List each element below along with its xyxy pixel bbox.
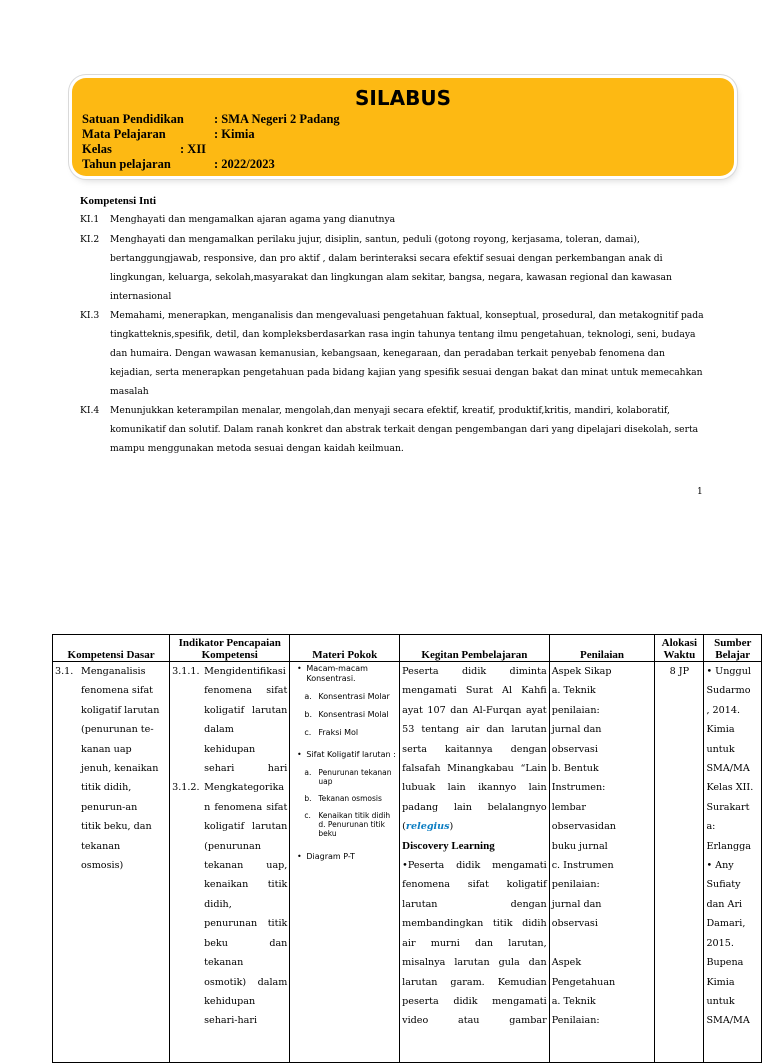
text-line: kanan uap (81, 743, 132, 755)
cell-kegiatan (400, 662, 550, 1063)
header-indikator: Indikator Pencapaian Kompetensi (170, 635, 290, 662)
ki-line: dan humaira. Dengan wawasan kemanusian, kebangsaan, kenegaraan, dan peradaban terkait penyebab fenomena dan (110, 348, 665, 359)
ki-text (110, 401, 710, 458)
text-line: peserta didik mengamati (402, 995, 547, 1007)
text-line: jurnal dan (551, 724, 602, 736)
header-label: Kelas (82, 142, 112, 156)
text-line: Aspek (551, 957, 582, 969)
materi-bullet: • Diagram P-T (297, 852, 355, 861)
table-row (53, 662, 762, 1063)
text-line: video atau gambar (402, 1015, 547, 1027)
text-line: misalnya larutan gula dan (402, 957, 547, 969)
text-line: membandingkan titik didih (402, 918, 547, 930)
penilaian-text (552, 662, 653, 1031)
ipk-number: 3.1.2. (172, 782, 200, 794)
ipk-text (204, 778, 287, 1030)
text-line: ayat 107 dan Al-Furqan ayat (402, 704, 547, 716)
ki-line: komunikatif dan solutif. Dalam ranah konkret dan abstrak terkait dengan pengembangan dari yang dipelajari disekolah, serta (110, 424, 699, 435)
text-line: 2015. (706, 937, 734, 949)
text-line: a. Teknik (551, 685, 596, 697)
text-line: Aspek Sikap (551, 666, 612, 677)
text-line: b. Bentuk (551, 763, 599, 775)
header-kegiatan: Kegitan Pembelajaran (400, 635, 550, 662)
text-line: Mengidentifikasi (204, 666, 286, 677)
text-line: observasidan (551, 821, 616, 833)
text-line: buku jurnal (551, 840, 608, 852)
text-line: •Peserta didik mengamati (402, 860, 547, 872)
kd-number: 3.1. (55, 666, 74, 677)
text-line: larutan dengan (402, 898, 547, 910)
text-line: SMA/MA (706, 1015, 750, 1027)
ki-line: lingkungan, keluarga, sekolah,masyarakat dan lingkungan alam sekitar, bangsa, negara, kawasan regional dan kawasan (110, 272, 672, 283)
text-line: fenomena sifat (204, 685, 288, 697)
text-line: (penurunan te- (81, 724, 154, 736)
materi-bullet: • Macam-macam Konsentrasi. (297, 664, 368, 683)
ki-line: Menunjukkan keterampilan menalar, mengolah,dan menyaji secara efektif, kreatif, produktif,kritis, mandiri, kolaboratif, (110, 405, 670, 416)
cell-kompetensi-dasar (53, 662, 170, 1063)
page-number: 1 (697, 487, 703, 497)
text-line: dalam (204, 724, 234, 736)
ipk-number: 3.1.1. (172, 666, 200, 677)
text-line: padang lain belalangnyo (402, 801, 547, 813)
text-line: dan Ari (706, 898, 743, 910)
ki-code: KI.3 (80, 310, 100, 321)
text-line: untuk (706, 743, 735, 755)
text-line: tekanan (81, 840, 121, 852)
text-line: Pengetahuan (551, 976, 616, 988)
text-line: Sufiaty (706, 879, 741, 891)
kegiatan-relegius: (relegius) (402, 821, 454, 833)
text-line: koligatif larutan (81, 704, 160, 716)
materi-sub: b. Tekanan osmosis (304, 794, 382, 803)
header-value: : 2022/2023 (214, 157, 275, 171)
text-line: koligatif larutan (204, 821, 288, 833)
text-line: penurunan titik (204, 918, 288, 930)
text-line: Kelas XII. (706, 782, 754, 794)
text-line: didih, (204, 898, 232, 910)
text-line: lembar (551, 801, 586, 813)
ki-text (110, 306, 710, 401)
header-alokasi: Alokasi Waktu (655, 635, 704, 662)
ki-code: KI.1 (80, 214, 100, 225)
table-header-row (53, 635, 762, 662)
materi-sub: c. Fraksi Mol (304, 728, 359, 737)
header-label: Satuan Pendidikan (82, 112, 184, 126)
header-label: Mata Pelajaran (82, 127, 166, 141)
header-penilaian: Penilaian (549, 635, 655, 662)
text-line: (penurunan (204, 840, 261, 852)
ki-code: KI.2 (80, 234, 100, 245)
text-line: Menganalisis (81, 666, 146, 677)
text-line: Kimia (706, 724, 735, 736)
text-line: Penilaian: (551, 1015, 600, 1027)
text-line: SMA/MA (706, 763, 750, 775)
text-line: mengamati Surat Al Kahfi (402, 685, 547, 697)
header-materi: Materi Pokok (290, 635, 400, 662)
text-line: kenaikan titik (204, 879, 288, 891)
kd-text (81, 662, 159, 875)
text-line: Kimia (706, 976, 735, 988)
header-box (72, 78, 734, 176)
ki-text (110, 210, 710, 229)
text-line: • Any (706, 860, 734, 872)
ki-line: Menghayati dan mengamalkan ajaran agama yang dianutnya (110, 214, 396, 225)
text-line: osmosis) (81, 860, 124, 872)
materi-sub: a. Konsentrasi Molar (304, 692, 390, 701)
text-line: a. Teknik (551, 995, 596, 1007)
ki-heading: Kompetensi Inti (80, 195, 157, 207)
text-line: air murni dan larutan, (402, 937, 547, 949)
text-line: Damari, (706, 918, 746, 930)
text-line: larutan garam. Kemudian (402, 976, 547, 988)
ki-line: Menghayati dan mengamalkan perilaku jujur, disiplin, santun, peduli (gotong royong, kerjasama, toleran, damai), (110, 234, 640, 245)
text-line: Sudarmo (706, 685, 751, 697)
header-sumber: Sumber Belajar (704, 635, 762, 662)
text-line: 53 tentang air dan larutan (402, 724, 547, 736)
text-line: falsafah Minangkabau “Lain (402, 763, 547, 775)
cell-sumber (704, 662, 762, 1063)
text-line: koligatif larutan (204, 704, 288, 716)
header-row-satuan (82, 112, 340, 127)
header-value: : XII (180, 142, 207, 156)
ki-line: mampu menggunakan metoda sesuai dengan kaidah keilmuan. (110, 443, 404, 454)
materi-sub: c. Kenaikan titik didih d. Penurunan titik beku (304, 811, 391, 838)
text-line: sehari-hari (204, 1015, 258, 1027)
text-line: c. Instrumen (551, 860, 614, 872)
text-line: observasi (551, 918, 598, 930)
kegiatan-paragraph (402, 856, 547, 1031)
text-line: penilaian: (551, 879, 600, 891)
text-line: osmotik) dalam (204, 976, 288, 988)
header-label: Tahun pelajaran (82, 157, 171, 171)
text-line: tekanan (204, 957, 244, 969)
ki-line: kejadian, serta menerapkan pengetahuan pada bidang kajian yang spesifik sesuai dengan bakat dan minat untuk memecahkan (110, 367, 703, 378)
sumber-text (706, 662, 759, 1031)
text-line: Peserta didik diminta (402, 666, 547, 677)
materi-sub: a. Penurunan tekanan uap (304, 768, 392, 786)
text-line: beku dan (204, 937, 288, 949)
ki-line: tingkatteknis,spesifik, detil, dan kompleksberdasarkan rasa ingin tahunya tentang ilmu pengetahuan, teknologi, seni, budaya (110, 329, 696, 340)
text-line: penurun-an (81, 801, 138, 813)
cell-alokasi (655, 662, 704, 1063)
text-line: fenomena sifat (81, 685, 154, 697)
ki-line: Memahami, menerapkan, menganalisis dan mengevaluasi pengetahuan faktual, konseptual, prosedural, dan metakognitif pada (110, 310, 704, 321)
text-line: untuk (706, 995, 735, 1007)
text-line: a: (706, 821, 716, 833)
text-line: kehidupan (204, 995, 256, 1007)
ki-line: masalah (110, 386, 149, 397)
text-line: titik beku, dan (81, 821, 152, 833)
header-value: : SMA Negeri 2 Padang (214, 112, 340, 126)
ki-line: internasional (110, 291, 172, 302)
page-title: SILABUS (355, 86, 451, 110)
header-row-kelas (82, 142, 206, 157)
header-row-mapel (82, 127, 255, 142)
text-line: tekanan uap, (204, 860, 288, 872)
kegiatan-paragraph (402, 662, 547, 817)
text-line: , 2014. (706, 704, 741, 716)
header-row-tahun (82, 157, 275, 172)
text-line: • Unggul (706, 666, 751, 677)
cell-materi (290, 662, 400, 1063)
header-kompetensi-dasar: Kompetensi Dasar (53, 635, 170, 662)
ki-line: bertanggungjawab, responsive, dan pro aktif , dalam berinteraksi secara efektif sesuai dengan perkembangan anak di (110, 253, 663, 264)
text-line: Bupena (706, 957, 744, 969)
text-line: Instrumen: (551, 782, 606, 794)
cell-penilaian (549, 662, 655, 1063)
text-line: observasi (551, 743, 598, 755)
text-line (552, 934, 653, 953)
ipk-text (204, 662, 287, 778)
text-line: titik didih, (81, 782, 132, 794)
text-line: jenuh, kenaikan (81, 763, 159, 775)
syllabus-table (52, 634, 762, 1063)
materi-bullet: • Sifat Koligatif larutan : (297, 750, 396, 759)
materi-sub: b. Konsentrasi Molal (304, 710, 389, 719)
text-line: n fenomena sifat (204, 801, 288, 813)
text-line: jurnal dan (551, 898, 602, 910)
ki-text (110, 230, 710, 306)
text-line: Erlangga (706, 840, 751, 852)
alokasi-value: 8 JP (669, 666, 690, 677)
text-line: Mengkategorika (204, 782, 285, 794)
text-line: kehidupan (204, 743, 256, 755)
cell-indikator (170, 662, 290, 1063)
kegiatan-model: Discovery Learning (402, 839, 495, 852)
text-line: fenomena sifat koligatif (402, 879, 547, 891)
header-value: : Kimia (214, 127, 255, 141)
text-line: Surakart (706, 801, 750, 813)
text-line: lubuak lain ikannyo lain (402, 782, 547, 794)
ki-code: KI.4 (80, 405, 100, 416)
text-line: penilaian: (551, 704, 600, 716)
text-line: serta kaitannya dengan (402, 743, 547, 755)
text-line: sehari hari (204, 763, 288, 775)
